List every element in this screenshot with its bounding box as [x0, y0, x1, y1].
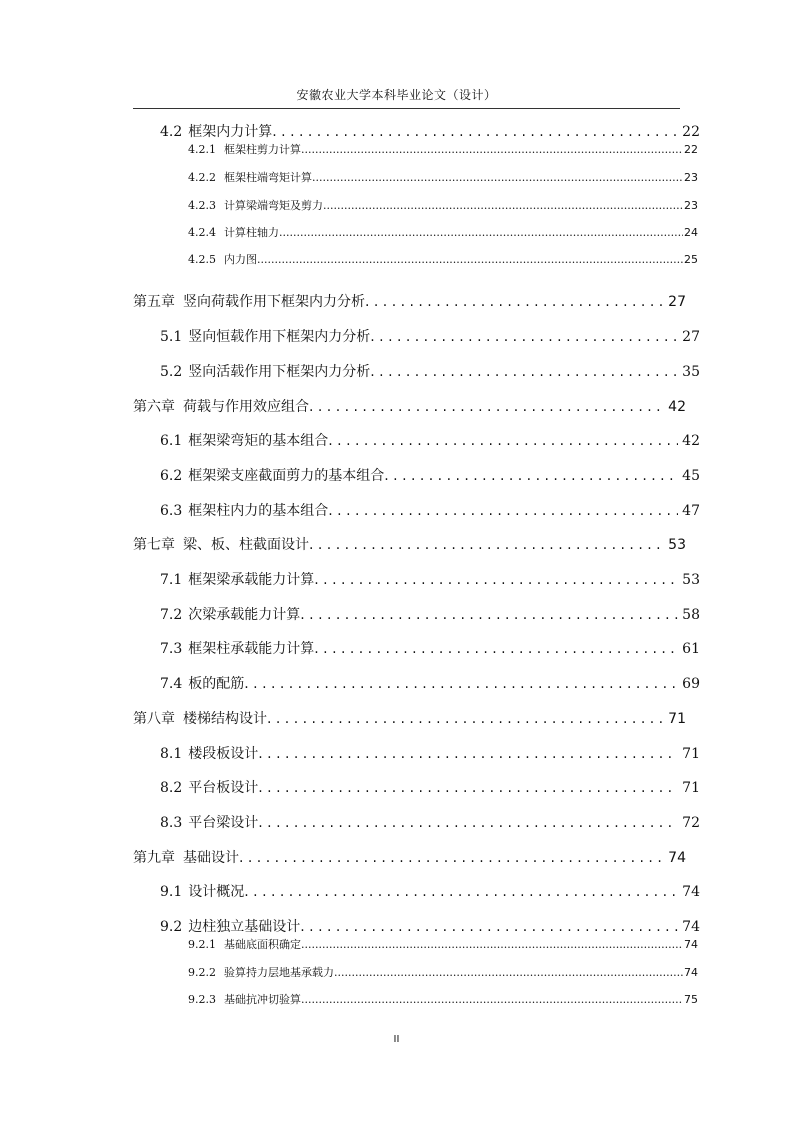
- toc-entry[interactable]: [133, 291, 686, 311]
- toc-entry-page: 53: [682, 572, 700, 588]
- dot-leader: [365, 294, 664, 310]
- toc-entry[interactable]: [188, 197, 698, 213]
- toc-entry-number: 5.2: [160, 364, 183, 380]
- dot-leader: [301, 938, 683, 951]
- toc-entry-title: 板的配筋: [188, 676, 245, 692]
- dot-leader: [258, 746, 678, 762]
- toc-entry-number: 第五章: [133, 294, 175, 310]
- toc-entry-number: 4.2: [160, 124, 183, 140]
- toc-entry-title: 框架内力计算: [188, 124, 273, 140]
- toc-entry-title: 框架柱承载能力计算: [188, 641, 315, 657]
- toc-entry-page: 42: [668, 399, 686, 415]
- toc-entry-title: 计算梁端弯矩及剪力: [224, 199, 323, 212]
- dot-leader: [258, 815, 678, 831]
- dot-leader: [309, 399, 664, 415]
- toc-entry-page: 35: [682, 364, 700, 380]
- toc-entry-page: 61: [682, 641, 700, 657]
- toc-entry-number: 7.3: [160, 641, 183, 657]
- toc-entry-page: 27: [668, 294, 686, 310]
- toc-entry[interactable]: [160, 673, 700, 693]
- toc-entry-page: 24: [684, 226, 698, 239]
- dot-leader: [334, 966, 683, 979]
- toc-entry-title: 边柱独立基础设计: [188, 919, 301, 935]
- toc-entry-number: 6.3: [160, 503, 183, 519]
- dot-leader: [323, 199, 683, 212]
- toc-entry-page: 22: [682, 124, 700, 140]
- toc-entry-number: 第六章: [133, 399, 175, 415]
- toc-entry[interactable]: [188, 141, 698, 157]
- toc-entry-number: 4.2.1: [188, 143, 216, 156]
- toc-entry[interactable]: [133, 396, 686, 416]
- toc-entry[interactable]: [188, 169, 698, 185]
- toc-entry-page: 74: [684, 966, 698, 979]
- dot-leader: [328, 433, 678, 449]
- toc-entry-title: 竖向恒载作用下框架内力分析: [188, 329, 371, 345]
- dot-leader: [312, 171, 683, 184]
- toc-entry-page: 74: [682, 919, 700, 935]
- toc-entry-number: 第七章: [133, 537, 175, 553]
- toc-entry-page: 42: [682, 433, 700, 449]
- dot-leader: [272, 124, 678, 140]
- toc-entry-page: 75: [684, 993, 698, 1006]
- toc-entry-title: 验算持力层地基承载力: [224, 966, 334, 979]
- toc-entry-page: 45: [682, 468, 700, 484]
- toc-entry-title: 竖向活载作用下框架内力分析: [188, 364, 371, 380]
- toc-entry-page: 58: [682, 607, 700, 623]
- toc-entry-title: 次梁承载能力计算: [188, 607, 301, 623]
- toc-entry-page: 74: [682, 884, 700, 900]
- toc-entry-number: 9.1: [160, 884, 183, 900]
- dot-leader: [300, 607, 678, 623]
- toc-entry-number: 9.2.2: [188, 966, 216, 979]
- toc-entry-number: 第八章: [133, 711, 175, 727]
- toc-entry-page: 71: [682, 780, 700, 796]
- toc-entry[interactable]: [160, 812, 700, 832]
- toc-entry-number: 6.2: [160, 468, 183, 484]
- toc-entry-page: 23: [684, 199, 698, 212]
- toc-entry[interactable]: [160, 569, 700, 589]
- toc-entry-title: 设计概况: [188, 884, 245, 900]
- toc-entry-title: 平台梁设计: [188, 815, 259, 831]
- toc-entry-page: 74: [668, 850, 686, 866]
- toc-entry-page: 71: [682, 746, 700, 762]
- dot-leader: [300, 919, 678, 935]
- toc-entry[interactable]: [188, 251, 698, 267]
- toc-entry-number: 9.2.3: [188, 993, 216, 1006]
- toc-entry-page: 27: [682, 329, 700, 345]
- toc-entry-number: 8.1: [160, 746, 183, 762]
- dot-leader: [314, 572, 678, 588]
- dot-leader: [309, 537, 664, 553]
- toc-entry-title: 框架梁支座截面剪力的基本组合: [188, 468, 385, 484]
- toc-entry-number: 第九章: [133, 850, 175, 866]
- toc-entry-page: 22: [684, 143, 698, 156]
- toc-entry[interactable]: [160, 500, 700, 520]
- toc-entry[interactable]: [160, 777, 700, 797]
- page-number: II: [393, 1034, 400, 1045]
- toc-entry[interactable]: [160, 361, 700, 381]
- toc-entry-title: 框架柱剪力计算: [224, 143, 301, 156]
- dot-leader: [314, 641, 678, 657]
- toc-entry[interactable]: [160, 430, 700, 450]
- toc-entry[interactable]: [160, 465, 700, 485]
- toc-entry-title: 框架柱内力的基本组合: [188, 503, 329, 519]
- toc-entry[interactable]: [133, 847, 686, 867]
- toc-entry-title: 基础抗冲切验算: [224, 993, 301, 1006]
- dot-leader: [244, 884, 678, 900]
- toc-entry-title: 楼梯结构设计: [183, 711, 267, 727]
- toc-entry-number: 5.1: [160, 329, 183, 345]
- toc-entry-title: 平台板设计: [188, 780, 259, 796]
- toc-entry[interactable]: [133, 708, 686, 728]
- dot-leader: [301, 143, 683, 156]
- toc-entry-number: 8.3: [160, 815, 183, 831]
- toc-entry[interactable]: [133, 534, 686, 554]
- toc-entry-number: 9.2: [160, 919, 183, 935]
- toc-entry-title: 竖向荷载作用下框架内力分析: [183, 294, 365, 310]
- toc-entry-title: 计算柱轴力: [224, 226, 279, 239]
- toc-entry-title: 梁、板、柱截面设计: [183, 537, 309, 553]
- toc-entry[interactable]: [160, 604, 700, 624]
- dot-leader: [301, 993, 683, 1006]
- toc-entry-title: 内力图: [224, 253, 257, 266]
- toc-entry-page: 23: [684, 171, 698, 184]
- toc-entry-page: 71: [668, 711, 686, 727]
- toc-entry-number: 4.2.3: [188, 199, 216, 212]
- toc-entry-title: 基础底面积确定: [224, 938, 301, 951]
- dot-leader: [279, 226, 683, 239]
- toc-entry-number: 8.2: [160, 780, 183, 796]
- dot-leader: [258, 780, 678, 796]
- toc-entry-title: 楼段板设计: [188, 746, 259, 762]
- toc-entry-page: 47: [682, 503, 700, 519]
- toc-entry-number: 7.1: [160, 572, 183, 588]
- toc-entry-number: 4.2.5: [188, 253, 216, 266]
- toc-entry-number: 7.4: [160, 676, 183, 692]
- dot-leader: [244, 676, 678, 692]
- toc-entry[interactable]: [160, 638, 700, 658]
- toc-entry-number: 4.2.4: [188, 226, 216, 239]
- toc-entry[interactable]: [160, 881, 700, 901]
- dot-leader: [370, 329, 678, 345]
- dot-leader: [384, 468, 678, 484]
- toc-entry-number: 9.2.1: [188, 938, 216, 951]
- dot-leader: [370, 364, 678, 380]
- dot-leader: [257, 253, 683, 266]
- toc-entry[interactable]: [188, 936, 698, 952]
- toc-entry[interactable]: [160, 743, 700, 763]
- toc-entry-title: 框架柱端弯矩计算: [224, 171, 312, 184]
- toc-entry[interactable]: [188, 224, 698, 240]
- toc-entry-number: 4.2.2: [188, 171, 216, 184]
- toc-entry[interactable]: [160, 326, 700, 346]
- toc-entry[interactable]: [188, 991, 698, 1007]
- dot-leader: [328, 503, 678, 519]
- toc-entry[interactable]: [188, 964, 698, 980]
- toc-entry-title: 框架梁承载能力计算: [188, 572, 315, 588]
- toc-entry-title: 基础设计: [183, 850, 239, 866]
- toc-entry-page: 69: [682, 676, 700, 692]
- toc-entry[interactable]: [160, 916, 700, 936]
- toc-entry-page: 72: [682, 815, 700, 831]
- running-header: 安徽农业大学本科毕业论文（设计）: [296, 88, 497, 102]
- toc-entry-page: 53: [668, 537, 686, 553]
- toc-entry-page: 74: [684, 938, 698, 951]
- toc-entry-number: 6.1: [160, 433, 183, 449]
- dot-leader: [267, 711, 664, 727]
- toc-entry-page: 25: [684, 253, 698, 266]
- toc-entry-title: 荷载与作用效应组合: [183, 399, 309, 415]
- toc-entry[interactable]: [160, 121, 700, 141]
- toc-entry-number: 7.2: [160, 607, 183, 623]
- toc-entry-title: 框架梁弯矩的基本组合: [188, 433, 329, 449]
- dot-leader: [239, 850, 664, 866]
